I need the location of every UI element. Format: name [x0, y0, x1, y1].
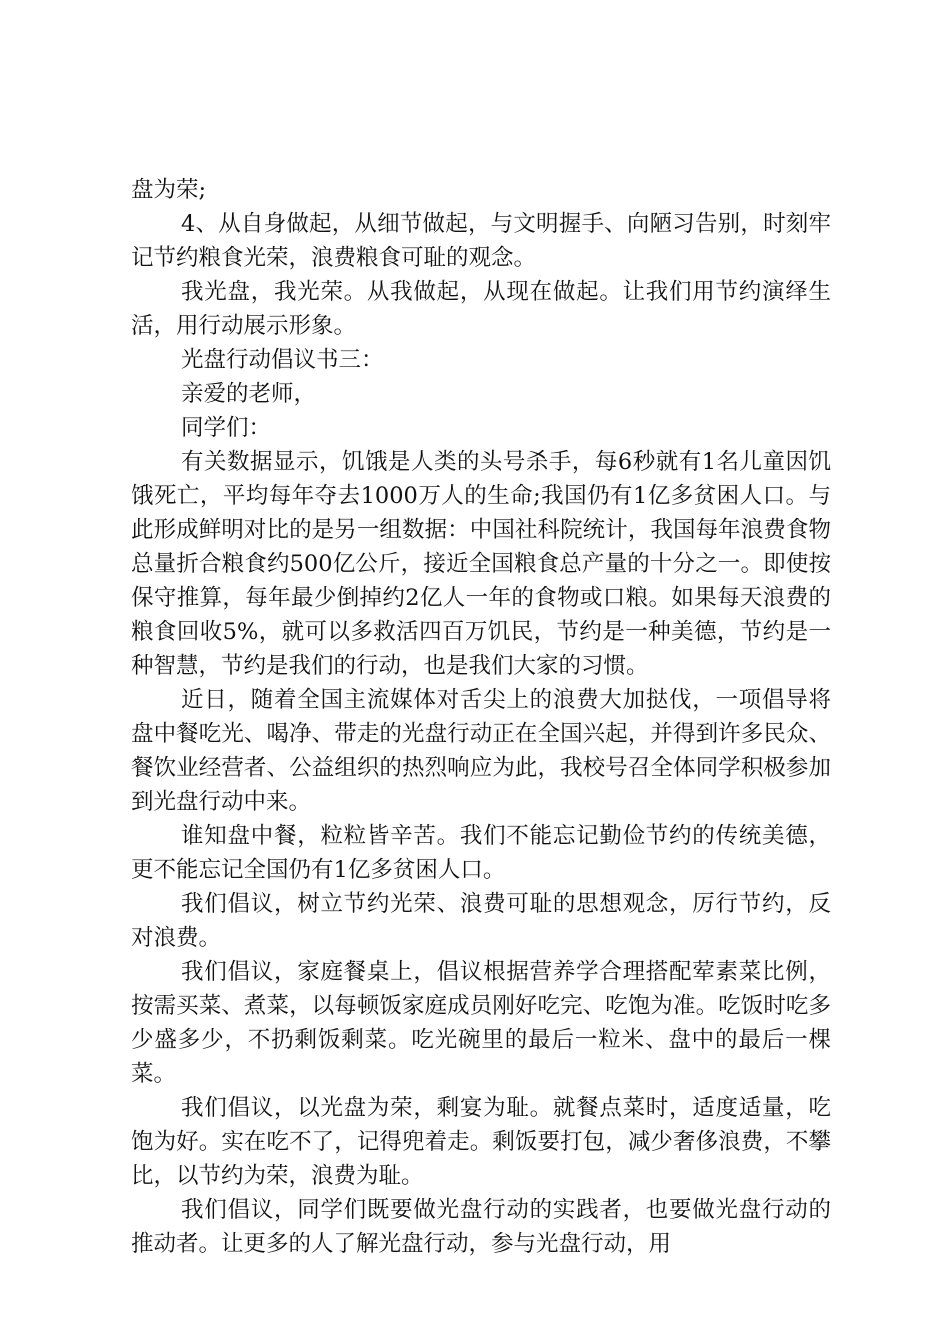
paragraph: 我们倡议，家庭餐桌上，倡议根据营养学合理搭配荤素菜比例，按需买菜、煮菜，以每顿饭家庭成员刚好吃完、吃饱为准。吃饭时吃多少盛多少，不扔剩饭剩菜。吃光碗里的最后一粒米、盘中的最后一棵菜。 [131, 959, 831, 1087]
paragraph: 4、从自身做起，从细节做起，与文明握手、向陋习告别，时刻牢记节约粮食光荣，浪费粮食可耻的观念。 [131, 211, 831, 271]
paragraph: 我们倡议，以光盘为荣，剩宴为耻。就餐点菜时，适度适量，吃饱为好。实在吃不了，记得兜着走。剩饭要打包，减少奢侈浪费，不攀比，以节约为荣，浪费为耻。 [131, 1095, 831, 1189]
document-body [131, 173, 831, 1261]
salutation: 同学们： [181, 415, 272, 441]
paragraph: 近日，随着全国主流媒体对舌尖上的浪费大加挞伐，一项倡导将盘中餐吃光、喝净、带走的光盘行动正在全国兴起，并得到许多民众、餐饮业经营者、公益组织的热烈响应为此，我校号召全体同学积极参加到光盘行动中来。 [131, 687, 831, 815]
paragraph: 谁知盘中餐，粒粒皆辛苦。我们不能忘记勤俭节约的传统美德，更不能忘记全国仍有1亿多贫困人口。 [131, 823, 831, 883]
paragraph: 我们倡议，树立节约光荣、浪费可耻的思想观念，厉行节约，反对浪费。 [131, 891, 831, 951]
paragraph: 盘为荣; [131, 177, 207, 203]
paragraph: 我光盘，我光荣。从我做起，从现在做起。让我们用节约演绎生活，用行动展示形象。 [131, 279, 831, 339]
salutation: 亲爱的老师， [181, 381, 317, 407]
paragraph: 我们倡议，同学们既要做光盘行动的实践者，也要做光盘行动的推动者。让更多的人了解光盘行动，参与光盘行动，用 [131, 1197, 831, 1257]
paragraph: 有关数据显示，饥饿是人类的头号杀手，每6秒就有1名儿童因饥饿死亡，平均每年夺去1000万人的生命;我国仍有1亿多贫困人口。与此形成鲜明对比的是另一组数据：中国社科院统计，我国每年浪费食物总量折合粮食约500亿公斤，接近全国粮食总产量的十分之一。即使按保守推算，每年最少倒掉约2亿人一年的食物或口粮。如果每天浪费的粮食回收5%，就可以多救活四百万饥民，节约是一种美德，节约是一种智慧，节约是我们的行动，也是我们大家的习惯。 [131, 449, 831, 679]
section-heading: 光盘行动倡议书三： [181, 347, 384, 373]
